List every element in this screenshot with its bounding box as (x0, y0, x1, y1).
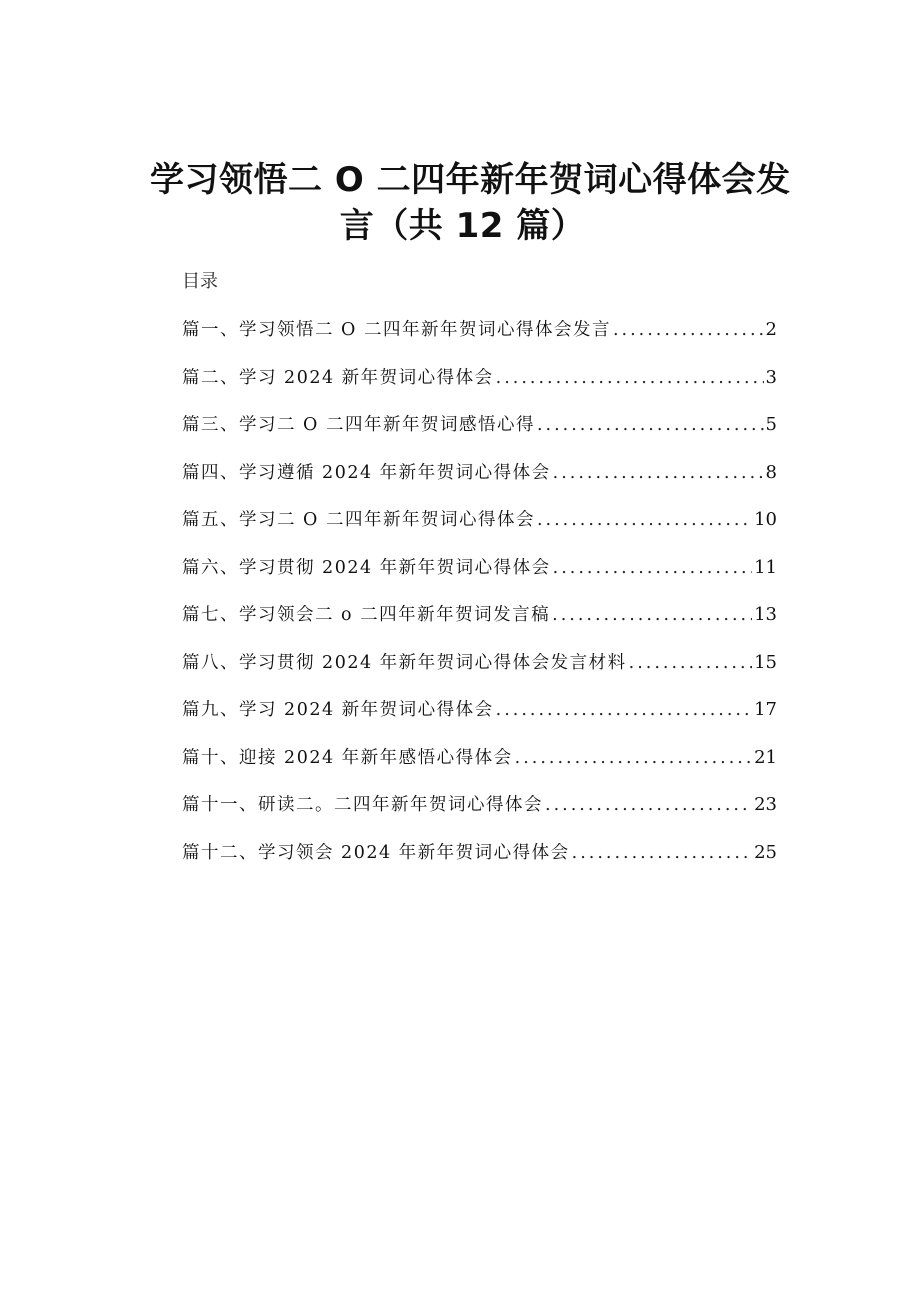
toc-entry-label: 篇四、学习遵循 2024 年新年贺词心得体会 (182, 462, 551, 483)
toc-dot-leader (572, 841, 752, 865)
toc-dot-leader (537, 413, 764, 437)
toc-dot-leader (629, 651, 752, 675)
toc-heading: 目录 (182, 271, 218, 292)
toc-page-number: 8 (765, 461, 777, 483)
toc-entry-11[interactable] (182, 793, 777, 841)
toc-page-number: 25 (754, 841, 777, 863)
title-line-1: 学习领悟二 O 二四年新年贺词心得体会发 (150, 159, 791, 200)
toc-entry-10[interactable] (182, 746, 777, 794)
toc-entry-12[interactable] (182, 841, 777, 889)
toc-entry-2[interactable] (182, 366, 777, 414)
toc-dot-leader (496, 366, 764, 390)
toc-page-number: 11 (754, 556, 777, 578)
toc-entry-5[interactable] (182, 508, 777, 556)
toc-page-number: 21 (754, 746, 777, 768)
toc-dot-leader (553, 556, 752, 580)
toc-page-number: 15 (754, 651, 777, 673)
toc-dot-leader (553, 461, 764, 485)
toc-entry-label: 篇十、迎接 2024 年新年感悟心得体会 (182, 747, 513, 768)
toc-page-number: 10 (754, 509, 777, 530)
toc-page-number: 3 (765, 366, 777, 388)
toc-entry-8[interactable] (182, 651, 777, 699)
toc-dot-leader (545, 793, 752, 817)
toc-dot-leader (552, 603, 752, 627)
toc-entry-label: 篇十一、研读二。二四年新年贺词心得体会 (182, 795, 543, 815)
toc-page-number: 13 (754, 604, 777, 625)
toc-entry-label: 篇七、学习领会二 o 二四年新年贺词发言稿 (182, 605, 551, 625)
document-title (150, 157, 791, 249)
table-of-contents (182, 318, 777, 888)
title-line-2: 言（共 12 篇） (339, 205, 586, 246)
toc-page-number: 2 (765, 319, 777, 340)
toc-entry-label: 篇九、学习 2024 新年贺词心得体会 (182, 700, 494, 720)
toc-entry-9[interactable] (182, 698, 777, 746)
toc-page-number: 5 (765, 414, 777, 435)
toc-page-number: 17 (754, 699, 777, 720)
toc-entry-label: 篇六、学习贯彻 2024 年新年贺词心得体会 (182, 557, 551, 578)
toc-entry-7[interactable] (182, 603, 777, 651)
toc-entry-6[interactable] (182, 556, 777, 604)
toc-dot-leader (515, 746, 752, 770)
toc-entry-4[interactable] (182, 461, 777, 509)
toc-entry-label: 篇八、学习贯彻 2024 年新年贺词心得体会发言材料 (182, 652, 627, 673)
toc-entry-3[interactable] (182, 413, 777, 461)
toc-page-number: 23 (754, 794, 777, 815)
toc-entry-label: 篇十二、学习领会 2024 年新年贺词心得体会 (182, 842, 570, 863)
toc-entry-1[interactable] (182, 318, 777, 366)
toc-dot-leader (496, 698, 752, 722)
toc-dot-leader (537, 508, 752, 532)
toc-entry-label: 篇一、学习领悟二 O 二四年新年贺词心得体会发言 (182, 320, 611, 340)
toc-dot-leader (613, 318, 764, 342)
toc-entry-label: 篇三、学习二 O 二四年新年贺词感悟心得 (182, 415, 535, 435)
toc-entry-label: 篇五、学习二 O 二四年新年贺词心得体会 (182, 510, 535, 530)
toc-entry-label: 篇二、学习 2024 新年贺词心得体会 (182, 367, 494, 388)
